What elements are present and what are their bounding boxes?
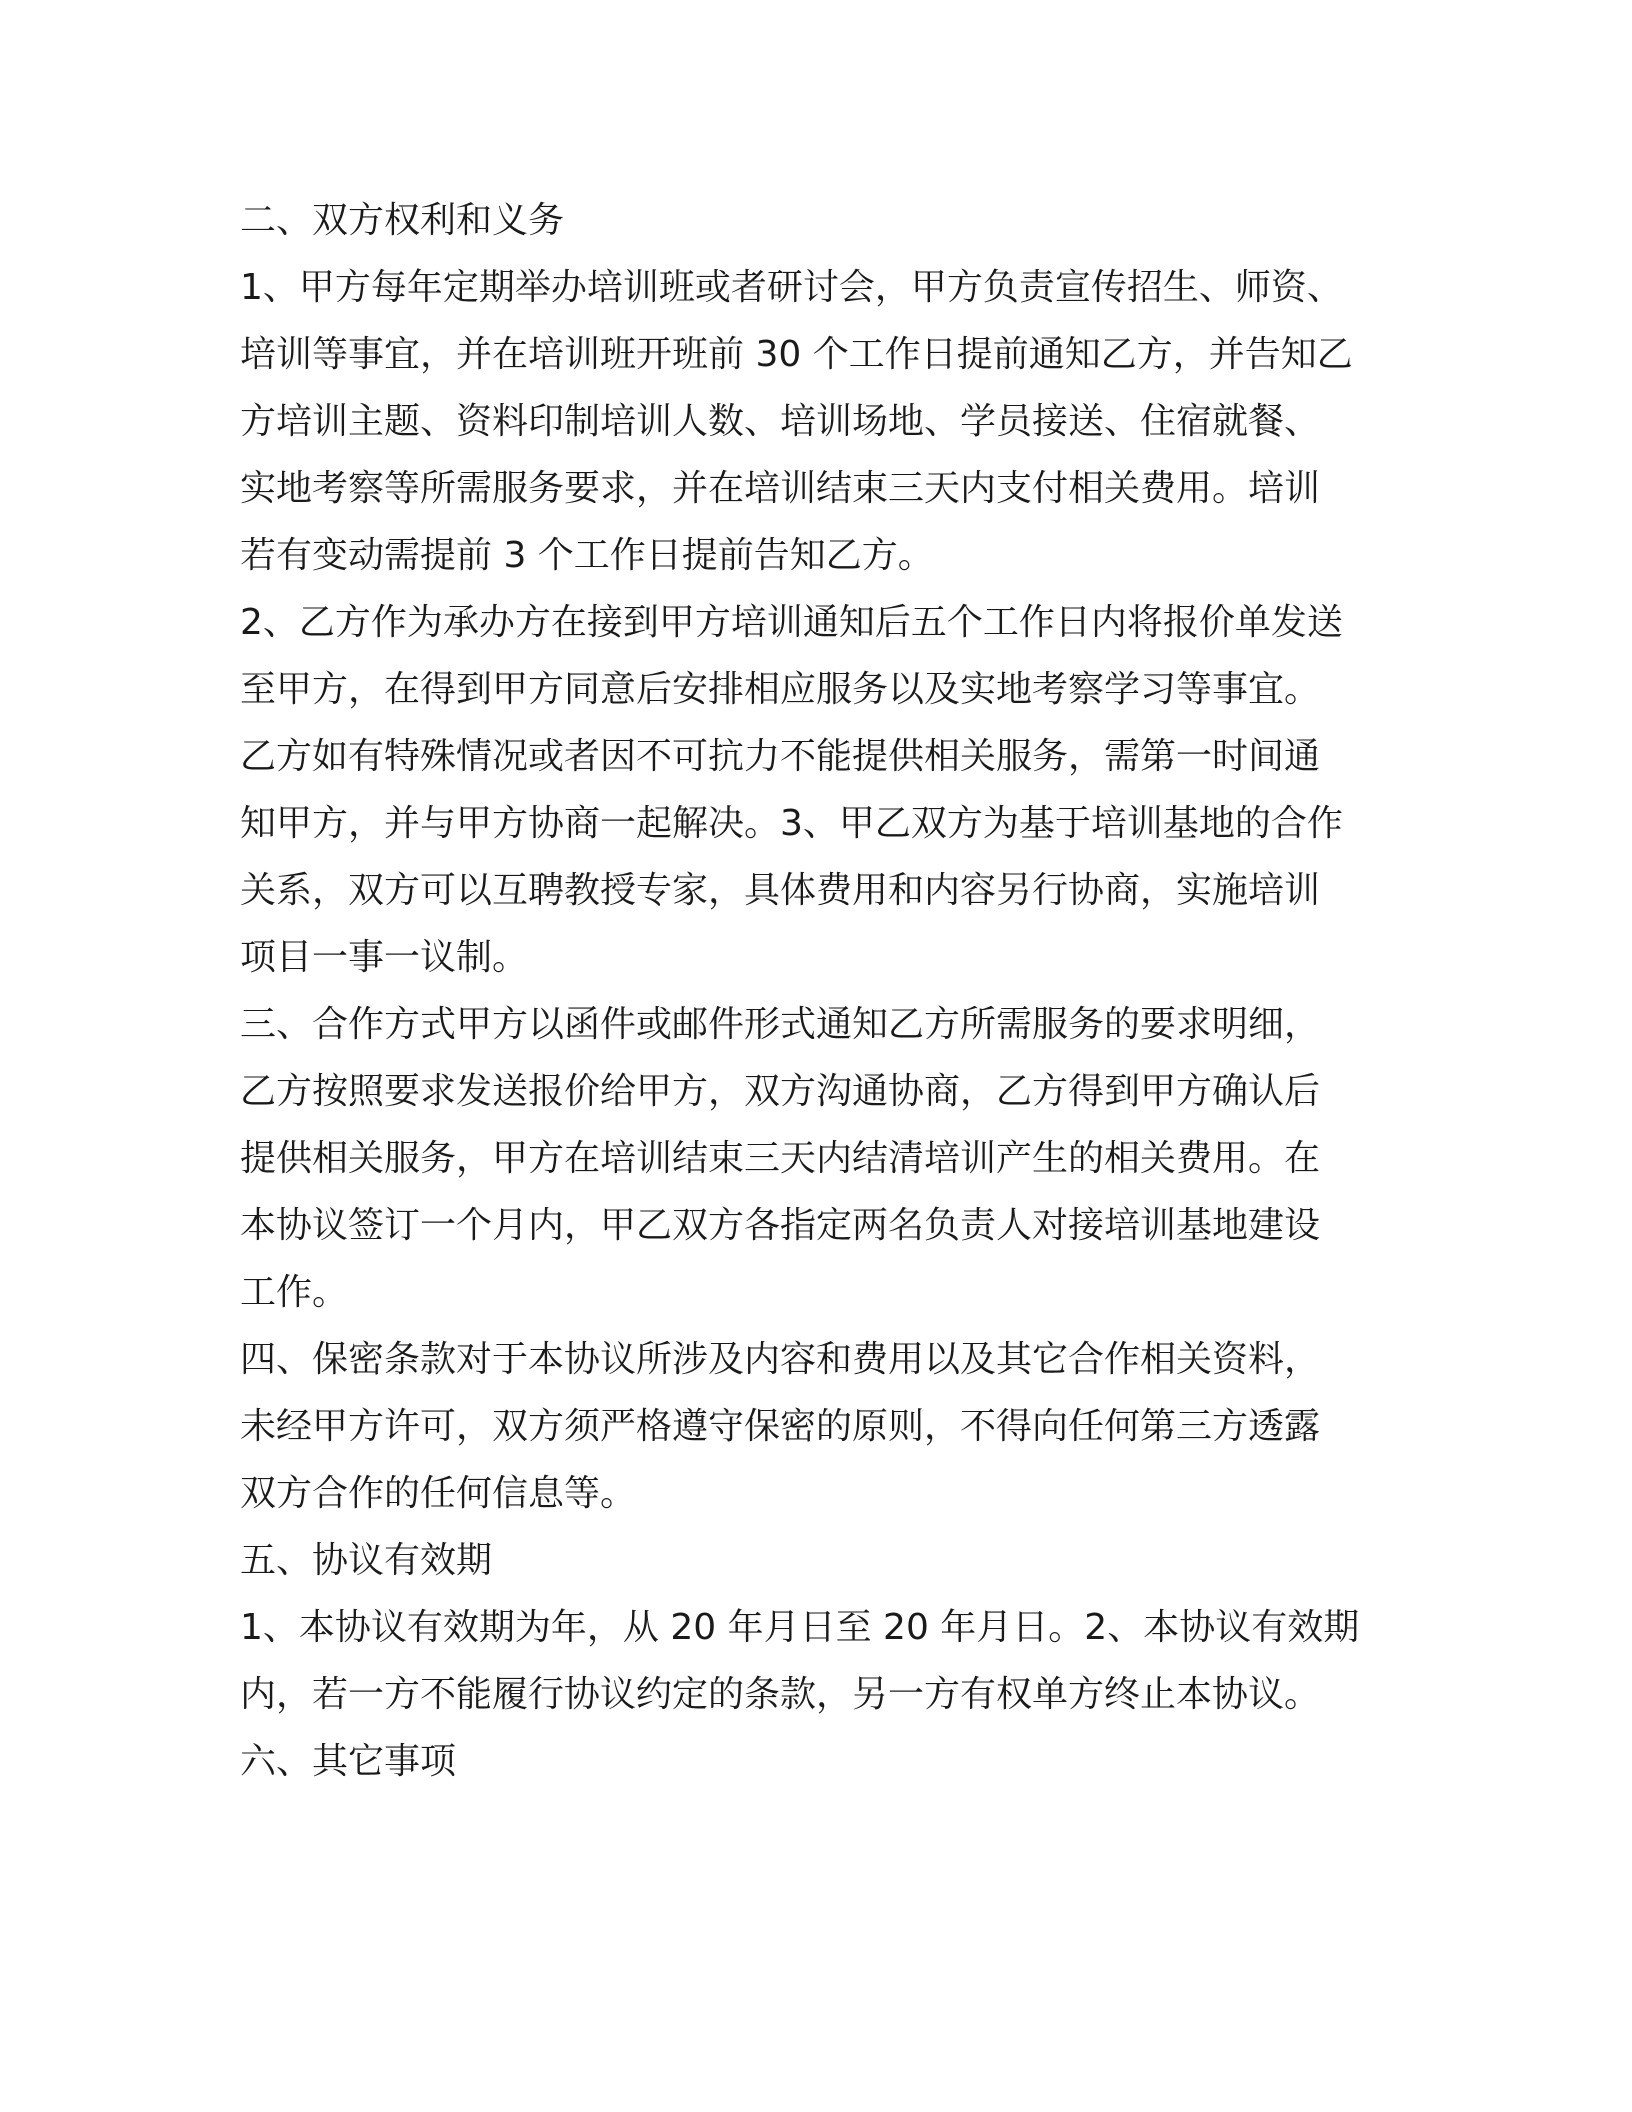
document-body — [240, 187, 1386, 1795]
text-line: 实地考察等所需服务要求，并在培训结束三天内支付相关费用。培训 — [240, 468, 1321, 509]
text-line: 项目一事一议制。 — [240, 937, 529, 978]
text-line: 内，若一方不能履行协议约定的条款，另一方有权单方终止本协议。 — [240, 1674, 1321, 1715]
section-heading: 五、协议有效期 — [240, 1540, 493, 1581]
text-line: 1、甲方每年定期举办培训班或者研讨会，甲方负责宣传招生、师资、 — [240, 267, 1343, 308]
text-line: 本协议签订一个月内，甲乙双方各指定两名负责人对接培训基地建设 — [240, 1205, 1321, 1246]
text-line: 工作。 — [240, 1272, 349, 1313]
text-line: 方培训主题、资料印制培训人数、培训场地、学员接送、住宿就餐、 — [240, 401, 1321, 442]
text-line: 若有变动需提前 3 个工作日提前告知乙方。 — [240, 535, 934, 576]
text-line: 双方合作的任何信息等。 — [240, 1473, 637, 1514]
text-line: 未经甲方许可，双方须严格遵守保密的原则，不得向任何第三方透露 — [240, 1406, 1321, 1447]
text-line: 2、乙方作为承办方在接到甲方培训通知后五个工作日内将报价单发送 — [240, 602, 1343, 643]
text-line: 乙方按照要求发送报价给甲方，双方沟通协商，乙方得到甲方确认后 — [240, 1071, 1321, 1112]
text-line: 培训等事宜，并在培训班开班前 30 个工作日提前通知乙方，并告知乙 — [240, 334, 1353, 375]
section-heading: 二、双方权利和义务 — [240, 200, 565, 241]
text-line: 乙方如有特殊情况或者因不可抗力不能提供相关服务，需第一时间通 — [240, 736, 1321, 777]
section-heading: 六、其它事项 — [240, 1741, 457, 1782]
section-heading: 三、合作方式甲方以函件或邮件形式通知乙方所需服务的要求明细， — [240, 1004, 1321, 1045]
text-line: 提供相关服务，甲方在培训结束三天内结清培训产生的相关费用。在 — [240, 1138, 1321, 1179]
text-line: 关系，双方可以互聘教授专家，具体费用和内容另行协商，实施培训 — [240, 870, 1321, 911]
section-heading: 四、保密条款对于本协议所涉及内容和费用以及其它合作相关资料， — [240, 1339, 1321, 1380]
text-line: 1、本协议有效期为年，从 20 年月日至 20 年月日。2、本协议有效期 — [240, 1607, 1360, 1648]
text-line: 至甲方，在得到甲方同意后安排相应服务以及实地考察学习等事宜。 — [240, 669, 1321, 710]
text-line: 知甲方，并与甲方协商一起解决。3、甲乙双方为基于培训基地的合作 — [240, 803, 1343, 844]
